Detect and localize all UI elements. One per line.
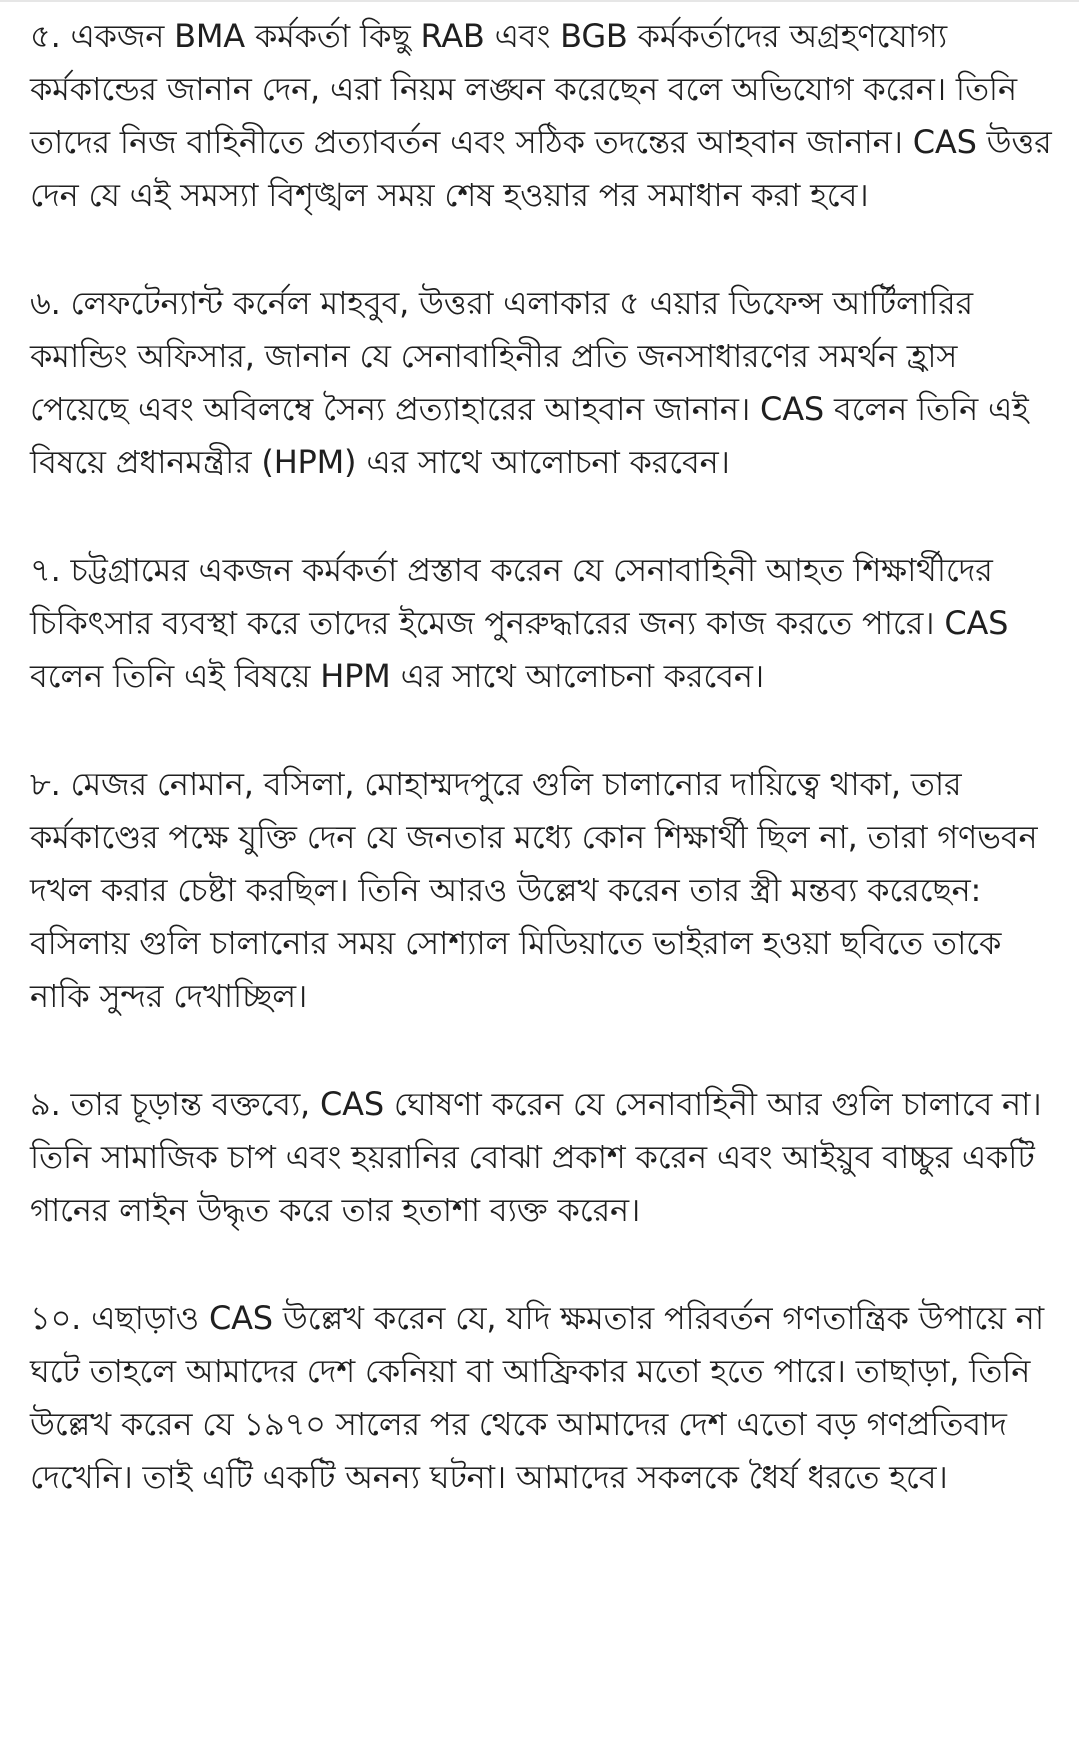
paragraph-item-7: ৭. চট্টগ্রামের একজন কর্মকর্তা প্রস্তাব করেন যে সেনাবাহিনী আহত শিক্ষার্থীদের চিকিৎসার ব্যবস্থা করে তাদের ইমেজ পুনরুদ্ধারের জন্য কাজ করতে পারে। CAS বলেন তিনি এই বিষয়ে HPM এর সাথে আলোচনা করবেন।: [30, 551, 1009, 695]
top-divider: [0, 0, 1079, 2]
paragraph-item-9: ৯. তার চূড়ান্ত বক্তব্যে, CAS ঘোষণা করেন যে সেনাবাহিনী আর গুলি চালাবে না। তিনি সামাজিক চাপ এবং হয়রানির বোঝা প্রকাশ করেন এবং আইয়ুব বাচ্চুর একটি গানের লাইন উদ্ধৃত করে তার হতাশা ব্যক্ত করেন।: [30, 1085, 1042, 1229]
document-body: [30, 10, 1060, 1504]
paragraph-item-10: ১০. এছাড়াও CAS উল্লেখ করেন যে, যদি ক্ষমতার পরিবর্তন গণতান্ত্রিক উপায়ে না ঘটে তাহলে আমাদের দেশ কেনিয়া বা আফ্রিকার মতো হতে পারে। তাছাড়া, তিনি উল্লেখ করেন যে ১৯৭০ সালের পর থেকে আমাদের দেশ এতো বড় গণপ্রতিবাদ দেখেনি। তাই এটি একটি অনন্য ঘটনা। আমাদের সকলকে ধৈর্য ধরতে হবে।: [30, 1299, 1044, 1496]
paragraph-item-5: ৫. একজন BMA কর্মকর্তা কিছু RAB এবং BGB কর্মকর্তাদের অগ্রহণযোগ্য কর্মকান্ডের জানান দেন, এরা নিয়ম লঙ্ঘন করেছেন বলে অভিযোগ করেন। তিনি তাদের নিজ বাহিনীতে প্রত্যাবর্তন এবং সঠিক তদন্তের আহবান জানান। CAS উত্তর দেন যে এই সমস্যা বিশৃঙ্খল সময় শেষ হওয়ার পর সমাধান করা হবে।: [30, 17, 1052, 214]
paragraph-item-6: ৬. লেফটেন্যান্ট কর্নেল মাহবুব, উত্তরা এলাকার ৫ এয়ার ডিফেন্স আর্টিলারির কমান্ডিং অফিসার, জানান যে সেনাবাহিনীর প্রতি জনসাধারণের সমর্থন হ্রাস পেয়েছে এবং অবিলম্বে সৈন্য প্রত্যাহারের আহবান জানান। CAS বলেন তিনি এই বিষয়ে প্রধানমন্ত্রীর (HPM) এর সাথে আলোচনা করবেন।: [30, 284, 1029, 481]
paragraph-item-8: ৮. মেজর নোমান, বসিলা, মোহাম্মদপুরে গুলি চালানোর দায়িত্বে থাকা, তার কর্মকাণ্ডের পক্ষে যুক্তি দেন যে জনতার মধ্যে কোন শিক্ষার্থী ছিল না, তারা গণভবন দখল করার চেষ্টা করছিল। তিনি আরও উল্লেখ করেন তার স্ত্রী মন্তব্য করেছেন: বসিলায় গুলি চালানোর সময় সোশ্যাল মিডিয়াতে ভাইরাল হওয়া ছবিতে তাকে নাকি সুন্দর দেখাচ্ছিল।: [30, 765, 1038, 1015]
